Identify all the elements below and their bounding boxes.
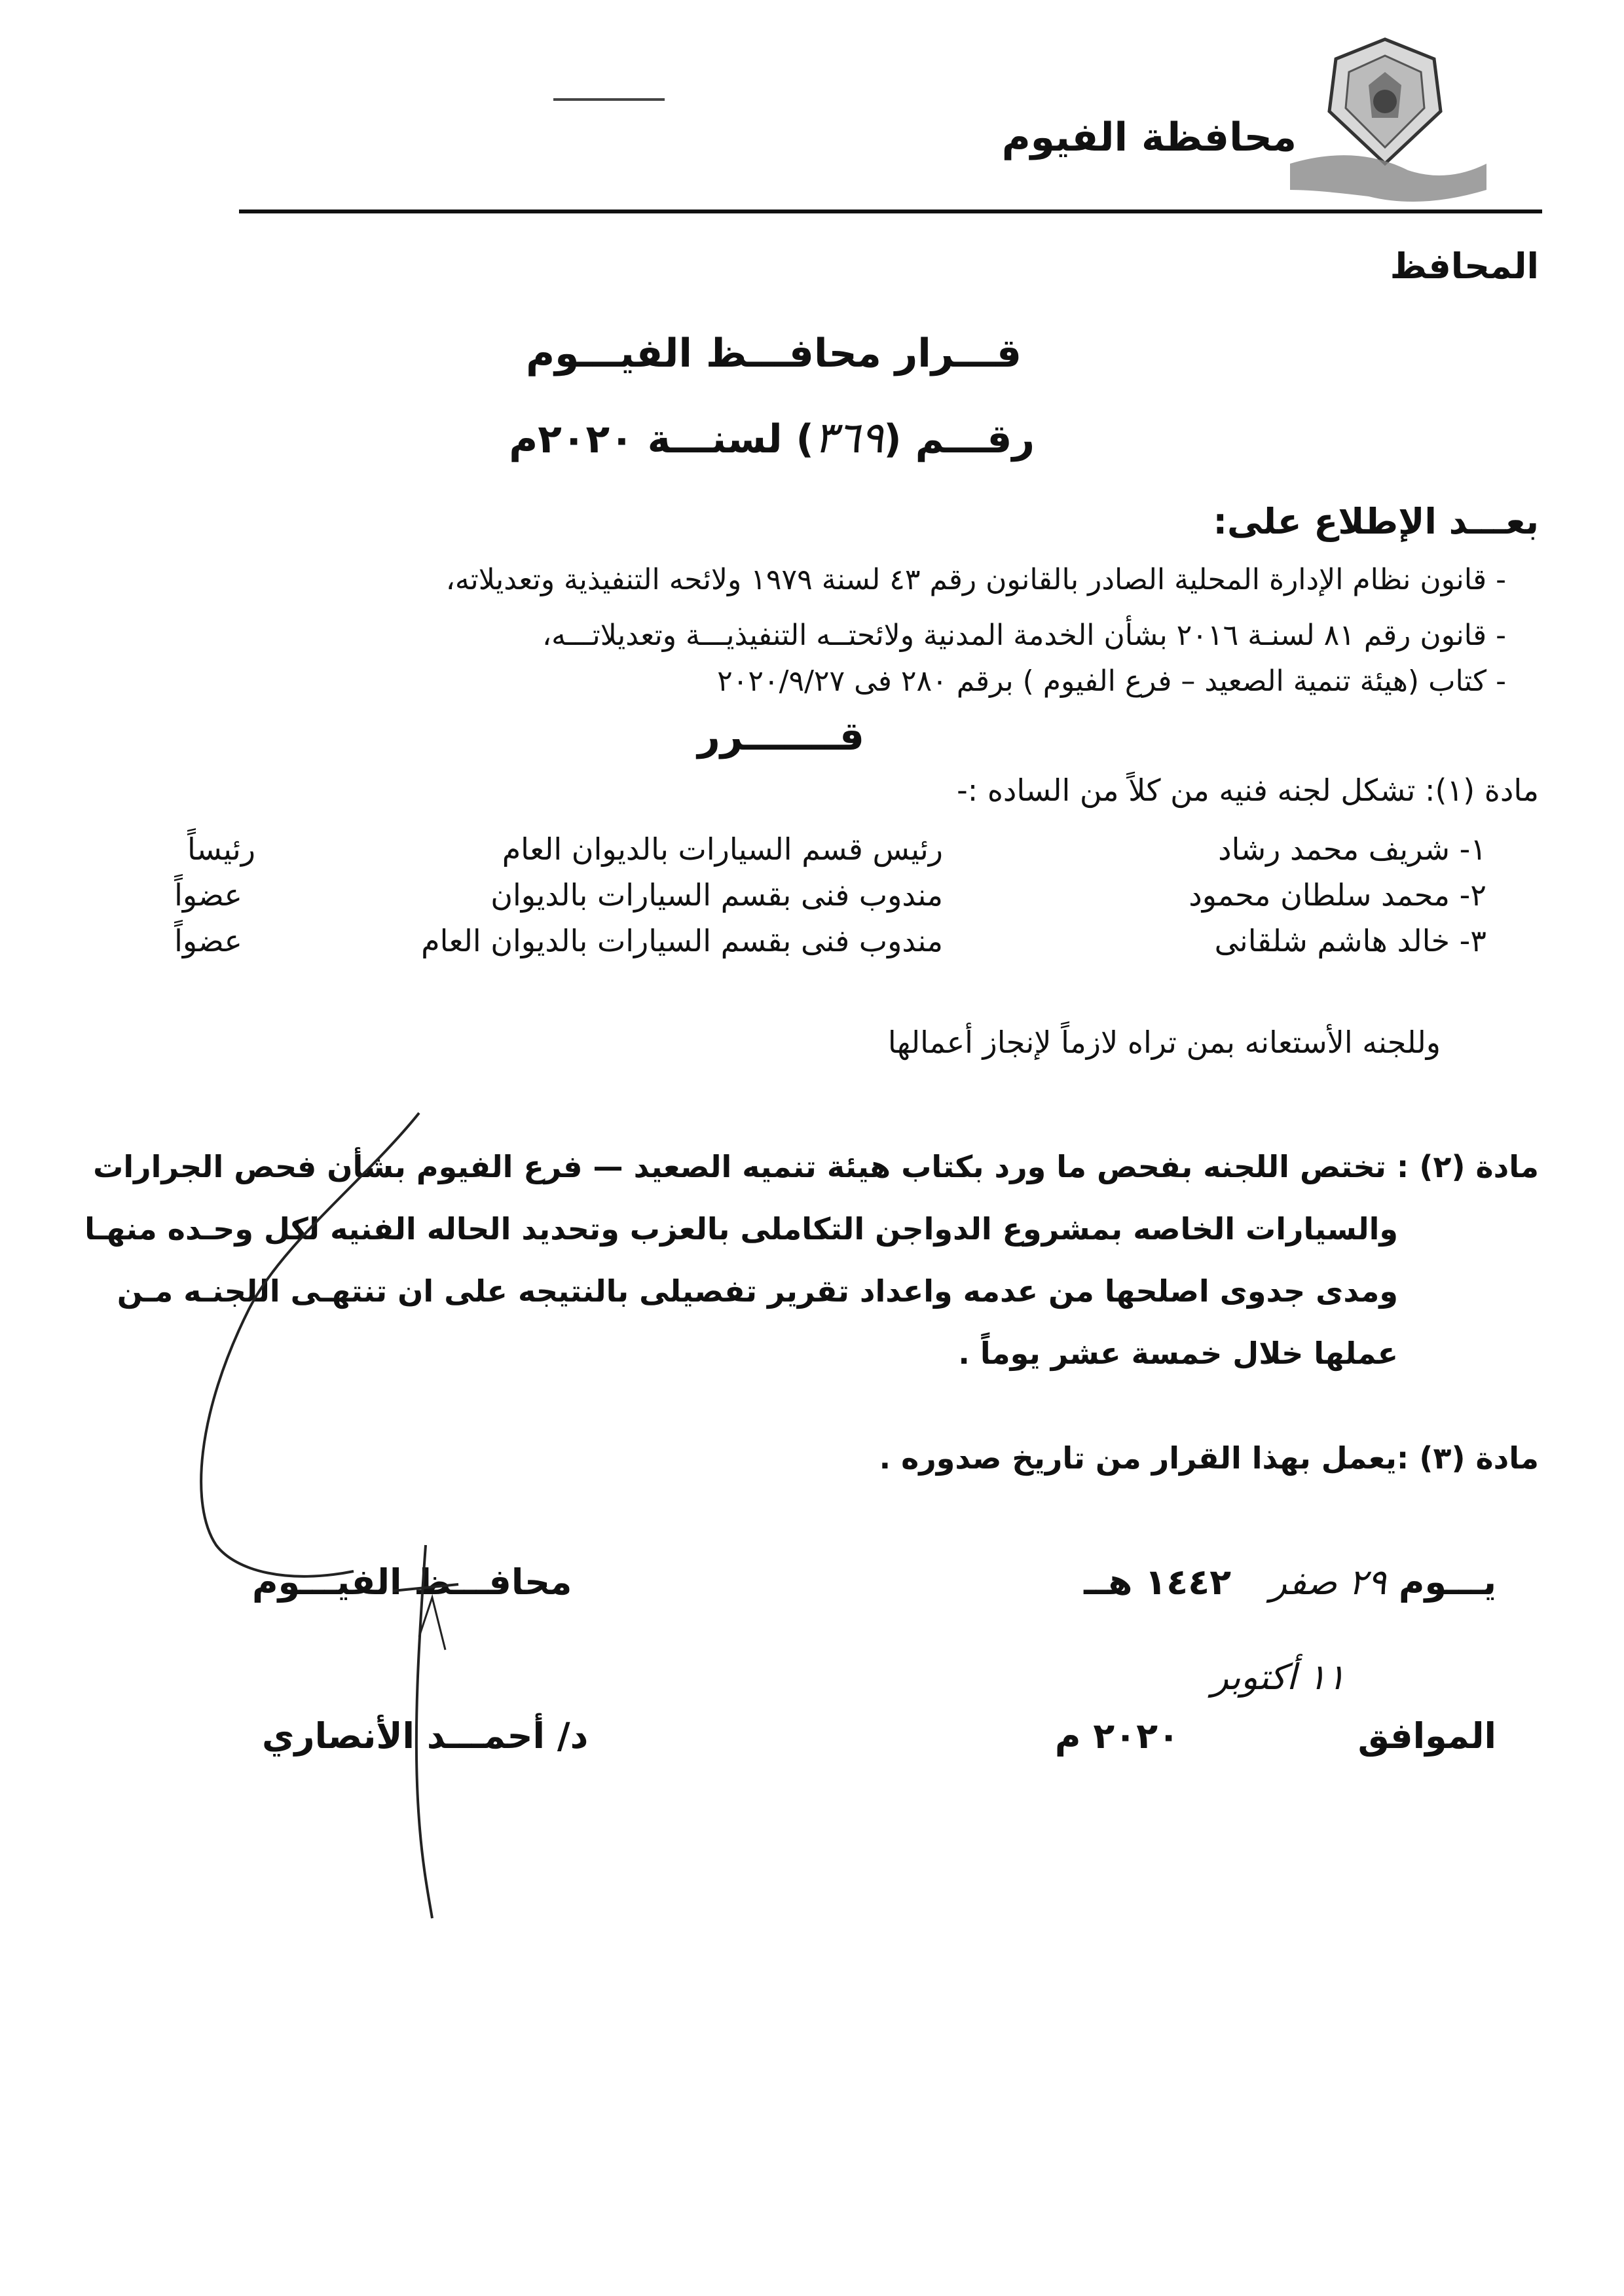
- hijri-day-handwritten: ٢٩ صفر: [1269, 1561, 1387, 1603]
- member-2-position: مندوب فنى بقسم السيارات بالديوان: [490, 877, 943, 913]
- preamble-item-2: - قانون رقم ٨١ لسنـة ٢٠١٦ بشأن الخدمة المدنية ولائحتــه التنفيذيـــة وتعديلاتـــه،: [542, 619, 1506, 652]
- member-1-role: رئيساً: [187, 831, 255, 867]
- decision-number-handwritten: ٣٦٩: [813, 412, 884, 463]
- governorate-seal-icon: [1277, 33, 1493, 210]
- member-1-name: ١- شريف محمد رشاد: [1218, 831, 1486, 867]
- header-divider: [239, 210, 1542, 213]
- signature-title: محافـــظ الفيـــوم: [252, 1561, 572, 1603]
- member-3-role: عضواً: [174, 923, 242, 958]
- member-2-name: ٢- محمد سلطان محمود: [1189, 877, 1486, 913]
- member-3-position: مندوب فنى بقسم السيارات بالديوان العام: [421, 923, 943, 958]
- gregorian-date: [1054, 1656, 1496, 1757]
- article3-text: مادة (٣) :يعمل بهذا القرار من تاريخ صدوره .: [879, 1440, 1539, 1476]
- decision-number-suffix: ) لسنـــة ٢٠٢٠م: [509, 416, 814, 462]
- gregorian-day-handwritten: ١١ أكتوبر: [1211, 1656, 1346, 1698]
- signature-name: د/ أحمـــد الأنصاري: [262, 1715, 589, 1757]
- gregorian-label: الموافق: [1357, 1715, 1496, 1757]
- committee-assistance: وللجنه الأستعانه بمن تراه لازماً لإنجاز أعمالها: [887, 1025, 1441, 1060]
- article2-line-4: عملها خلال خمسة عشر يوماً .: [958, 1336, 1398, 1371]
- preamble-heading: بعـــد الإطلاع على:: [1213, 501, 1539, 542]
- dash-mark: [553, 98, 665, 101]
- article2-line-2: والسيارات الخاصه بمشروع الدواجن التكاملى بالعزب وتحديد الحاله الفنيه لكل وحـده منهـا: [84, 1211, 1398, 1247]
- member-1-position: رئيس قسم السيارات بالديوان العام: [502, 831, 943, 867]
- hijri-year: ١٤٤٢ هــ: [1084, 1561, 1232, 1603]
- hijri-label: يـــوم: [1398, 1561, 1496, 1603]
- article2-line-3: ومدى جدوى اصلحها من عدمه واعداد تقرير تفصيلى بالنتيجه على ان تنتهـى اللجنـه مـن: [117, 1273, 1398, 1309]
- decision-number-prefix: رقـــم (: [883, 416, 1035, 462]
- hijri-date: [1084, 1561, 1496, 1603]
- decision-number: [509, 412, 1035, 463]
- article1-intro: مادة (١): تشكل لجنه فنيه من كلاً من الساده :-: [957, 773, 1539, 808]
- decided-heading: قـــــــرر: [697, 714, 864, 759]
- decision-title: قـــرار محافـــظ الفيـــوم: [526, 331, 1022, 376]
- gregorian-year: ٢٠٢٠ م: [1054, 1715, 1180, 1757]
- article2-line-1: مادة (٢) : تختص اللجنه بفحص ما ورد بكتاب هيئة تنميه الصعيد — فرع الفيوم بشأن فحص الجرارات: [93, 1149, 1539, 1184]
- member-2-role: عضواً: [174, 877, 242, 913]
- preamble-item-1: - قانون نظام الإدارة المحلية الصادر بالقانون رقم ٤٣ لسنة ١٩٧٩ ولائحه التنفيذية وتعديلاته،: [445, 563, 1506, 596]
- preamble-item-3: - كتاب (هيئة تنمية الصعيد – فرع الفيوم ) برقم ٢٨٠ فى ٢٠٢٠/٩/٢٧: [717, 665, 1506, 698]
- office-label: المحافظ: [1390, 246, 1539, 287]
- member-3-name: ٣- خالد هاشم شلقانى: [1214, 923, 1486, 958]
- governorate-name: محافظة الفيوم: [1001, 115, 1297, 160]
